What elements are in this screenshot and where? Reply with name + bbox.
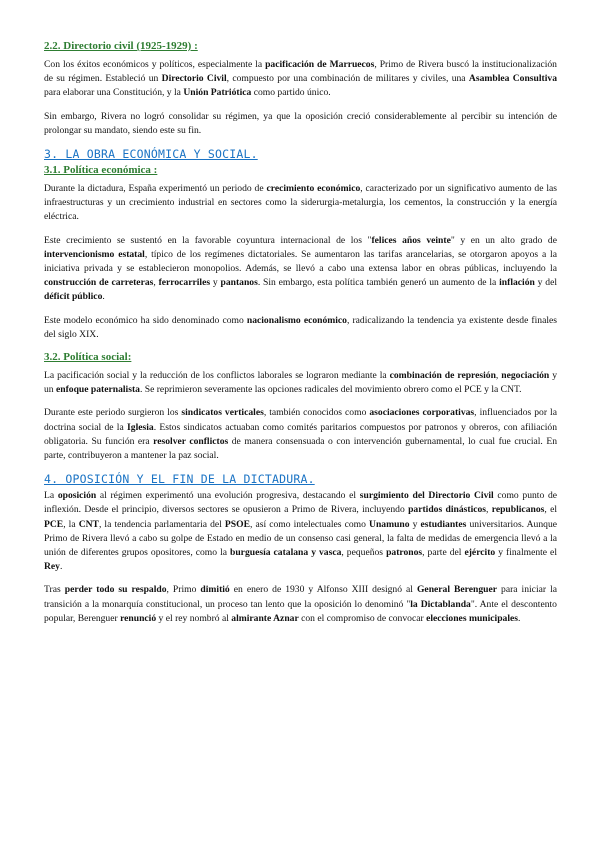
paragraph-2-2-a: Con los éxitos económicos y políticos, especialmente la pacificación de Marruecos, Primo de Rivera buscó la institucionalización de su régimen. Estableció un Directorio Civil, compuesto por una combinación de militares y civiles, una Asamblea Consultiva para elaborar una Constitución, y la Unión Patriótica como partido único. [44, 59, 558, 99]
document-page [44, 40, 557, 635]
paragraph-3-2-a: La pacificación social y la reducción de los conflictos laborales se lograron mediante la combinación de represión, negociación y un enfoque paternalista. Se reprimieron severamente las opciones radicales del movimiento obrero como el PCE y la CNT. [44, 370, 558, 396]
paragraph-4-a: La oposición al régimen experimentó una evolución progresiva, destacando el surgimiento del Directorio Civil como punto de inflexión. Desde el principio, diversos sectores se opusieron a Primo de Rivera, incluyendo partidos dinásticos, republicanos, el PCE, la CNT, la tendencia parlamentaria del PSOE, así como intelectuales como Unamuno y estudiantes universitarios. Aunque Primo de Rivera llevó a cabo su golpe de Estado en medio de un consenso casi general, la falta de medidas de emergencia llevó a la unión de diferentes grupos opositores, como la burguesía catalana y vasca, pequeños patronos, parte del ejército y finalmente el Rey. [44, 490, 558, 573]
section-heading-4: 4. OPOSICIÓN Y EL FIN DE LA DICTADURA. [44, 472, 315, 487]
subsection-heading-3-1: 3.1. Política económica : [44, 164, 158, 177]
paragraph-2-2-b: Sin embargo, Rivera no logró consolidar su régimen, ya que la oposición creció considerablemente al percibir su intención de prolongar su mandato, siendo este su fin. [44, 110, 557, 136]
paragraph-3-1-b: Este crecimiento se sustentó en la favorable coyuntura internacional de los "felices años veinte" y en un alto grado de intervencionismo estatal, típico de los regímenes dictatoriales. Se aumentaron las tarifas arancelarias, se otorgaron apoyos a la iniciativa privada y se establecieron monopolios. Además, se llevó a cabo una extensa labor en obras públicas, incluyendo la construcción de carreteras, ferrocarriles y pantanos. Sin embargo, esta política también generó un aumento de la inflación y del déficit público. [44, 234, 557, 303]
subsection-heading-3-2: 3.2. Política social: [44, 351, 132, 364]
paragraph-3-1-a: Durante la dictadura, España experimentó un periodo de crecimiento económico, caracterizado por un significativo aumento de las infraestructuras y un crecimiento industrial en sectores como la siderurgia-metalurgia, los cementos, la construcción y la energía eléctrica. [44, 183, 557, 223]
subsection-heading-2-2: 2.2. Directorio civil (1925-1929) : [44, 40, 198, 52]
paragraph-3-2-b: Durante este periodo surgieron los sindicatos verticales, también conocidos como asociaciones corporativas, influenciados por la doctrina social de la Iglesia. Estos sindicatos actuaban como comités paritarios compuestos por patronos y obreros, con afiliación obligatoria. Su función era resolver conflictos de manera consensuada o con intervención gubernamental, lo cual fue crucial. En parte, contribuyeron a mantener la paz social. [44, 407, 557, 462]
paragraph-4-b: Tras perder todo su respaldo, Primo dimitió en enero de 1930 y Alfonso XIII designó al General Berenguer para iniciar la transición a la monarquía constitucional, un proceso tan lento que la oposición lo denominó "la Dictablanda". Ante el descontento popular, Berenguer renunció y el rey nombró al almirante Aznar con el compromiso de convocar elecciones municipales. [44, 584, 557, 624]
paragraph-3-1-c: Este modelo económico ha sido denominado como nacionalismo económico, radicalizando la tendencia ya existente desde finales del siglo XIX. [44, 314, 557, 340]
section-heading-3: 3. LA OBRA ECONÓMICA Y SOCIAL. [44, 147, 258, 162]
